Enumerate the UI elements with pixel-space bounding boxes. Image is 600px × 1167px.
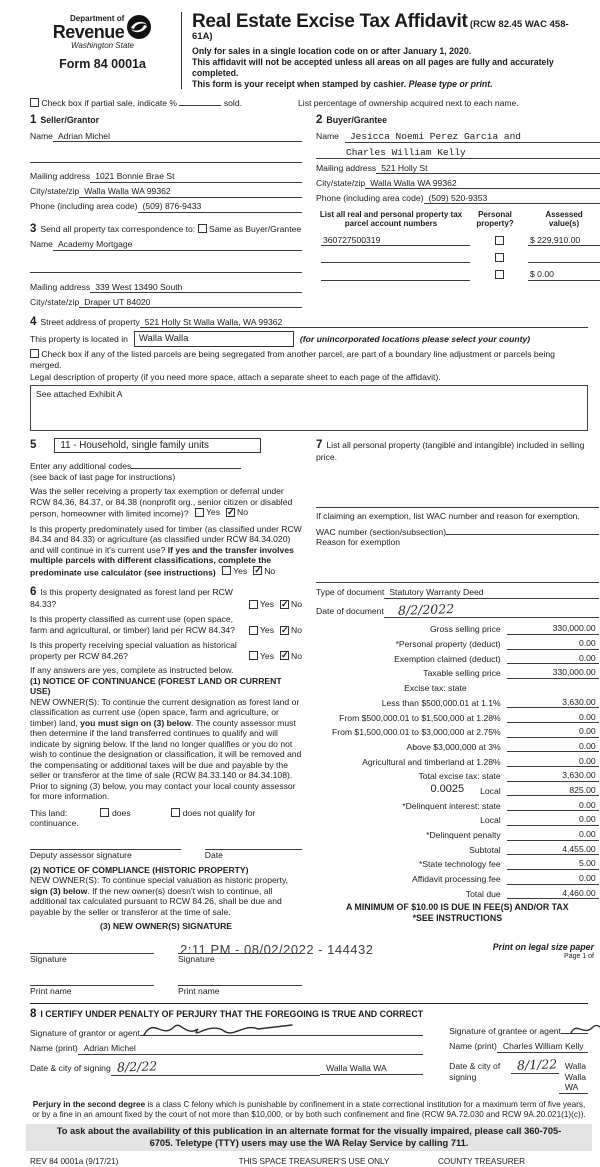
print-name-label-2: Print name	[178, 986, 302, 996]
section2-heading: 2 Buyer/Grantee	[316, 113, 600, 127]
washington-state-label: Washington State	[30, 41, 175, 51]
header-note-3: This form is your receipt when stamped by cashier. Please type or print.	[192, 79, 588, 90]
tax-row-value[interactable]: 0.00	[507, 814, 599, 825]
seller-mailing-field[interactable]: 1021 Bonnie Brae St	[90, 171, 302, 182]
rev-form-id: REV 84 0001a (9/17/21)	[30, 1157, 190, 1167]
seller-name-field[interactable]: Adrian Michel	[53, 131, 302, 142]
section5-heading: 5 11 - Household, single family units	[30, 438, 302, 454]
tax-row	[316, 796, 599, 811]
form-header	[30, 10, 588, 91]
timber-no-checkbox[interactable]	[253, 566, 262, 575]
deputy-date-field[interactable]	[205, 836, 302, 850]
section3-heading: 3 Send all property tax correspondence to: Same as Buyer/Grantee	[30, 222, 302, 236]
form-title-rcw: (RCW 82.45 WAC 458-61A)	[192, 19, 569, 42]
property-location-select[interactable]: Walla Walla	[134, 331, 294, 347]
current-use-no-checkbox[interactable]	[280, 626, 289, 635]
segregated-checkbox[interactable]	[30, 349, 39, 358]
tax-row-value[interactable]: 4,455.00	[507, 844, 599, 855]
seller-city-field[interactable]: Walla Walla WA 99362	[79, 186, 302, 197]
seller-phone-field[interactable]: (509) 876-9433	[138, 201, 303, 212]
continuance-label: continuance.	[30, 818, 302, 828]
tax-row-value[interactable]: 0.00	[507, 829, 599, 840]
tax-row-value[interactable]: 3,630.00	[507, 770, 599, 781]
current-use-yes-checkbox[interactable]	[249, 626, 258, 635]
buyer-city-field[interactable]: Walla Walla WA 99362	[365, 178, 600, 189]
parcel-col-header: List all real and personal property tax parcel account numbers	[316, 210, 466, 228]
tax-row	[316, 855, 599, 870]
buyer-mailing-line: Mailing address 521 Holly St	[316, 163, 600, 174]
grantor-signature-field[interactable]	[140, 1025, 423, 1036]
new-owner-print-field-2[interactable]	[178, 972, 302, 986]
tax-row	[316, 782, 599, 797]
alternate-format-notice: To ask about the availability of this publication in an alternate format for the visually impaired, please call 360-705-6705. Teletype (TTY) users may use the WA Relay Service by calling 711.	[26, 1124, 592, 1151]
same-as-buyer-label: Same as Buyer/Grantee	[209, 224, 301, 234]
header-divider	[181, 12, 182, 89]
personal-property-line[interactable]	[316, 506, 599, 508]
notice-continuance-title: (1) NOTICE OF CONTINUANCE (FOREST LAND OR CURRENT USE)	[30, 676, 302, 697]
land-does-not-checkbox[interactable]	[171, 808, 180, 817]
grantee-signature-line: Signature of grantee or agent	[449, 1023, 588, 1036]
personal-property-checkbox[interactable]	[495, 236, 504, 245]
forest-yes-checkbox[interactable]	[249, 600, 258, 609]
doc-date-line: Date of document 8/2/2022	[316, 602, 599, 618]
tax-row-value[interactable]: 0.00	[507, 800, 599, 811]
header-note-1: Only for sales in a single location code on or after January 1, 2020.	[192, 46, 588, 57]
tax-row-label: Subtotal	[469, 845, 501, 855]
tax-row	[316, 723, 599, 738]
tax-row	[316, 811, 599, 826]
legal-description-box[interactable]: See attached Exhibit A	[30, 385, 588, 431]
tax-row-label: Agricultural and timberland at 1.28%	[362, 757, 501, 767]
parcel-number-field[interactable]	[321, 252, 470, 263]
assessed-value-field[interactable]: $ 229,910.00	[528, 235, 600, 246]
print-name-label-1: Print name	[30, 986, 154, 996]
tax-row	[316, 650, 599, 665]
buyer-name-line-2	[316, 147, 600, 160]
header-note-2: This affidavit will not be accepted unless all areas on all pages are fully and accurately completed.	[192, 57, 588, 80]
tax-row	[316, 767, 599, 782]
tax-row-value[interactable]: 330,000.00	[507, 667, 599, 678]
assessed-value-field[interactable]: $ 0.00	[528, 269, 600, 280]
correspondence-mailing-line: Mailing address 339 West 13490 South	[30, 282, 302, 293]
tax-row	[316, 826, 599, 841]
street-address-field[interactable]: 521 Holly St Walla Walla, WA 99362	[140, 317, 588, 328]
tax-row-label: *Delinquent penalty	[426, 830, 501, 840]
tax-row-label: Excise tax: state	[404, 683, 467, 693]
tax-row	[316, 635, 599, 650]
buyer-name-line: Name Jesicca Noemi Perez Garcia and	[316, 131, 600, 144]
correspondence-name-line: Name Academy Mortgage	[30, 239, 302, 250]
tax-row	[316, 708, 599, 723]
tax-row-value[interactable]: 0.00	[507, 638, 599, 649]
see-instructions-note: *SEE INSTRUCTIONS	[316, 913, 599, 924]
personal-property-col-header: Personal property?	[466, 210, 524, 228]
dor-logo-block	[30, 10, 175, 72]
parcel-row	[316, 252, 600, 263]
tax-row-label: From $500,000.01 to $1,500,000 at 1.28%	[339, 713, 501, 723]
exemption-claim-note: If claiming an exemption, list WAC number and reason for exemption.	[316, 511, 599, 521]
treasurer-row	[30, 1157, 588, 1167]
buyer-name-field[interactable]: Jesicca Noemi Perez Garcia and	[345, 131, 600, 144]
forest-no-checkbox[interactable]	[280, 600, 289, 609]
tax-row-label: Gross selling price	[430, 624, 501, 634]
location-note: (for unincorporated locations please select your county)	[300, 334, 530, 344]
partial-sale-checkbox[interactable]	[30, 98, 39, 107]
grantor-name-field[interactable]: Adrian Michel	[78, 1043, 423, 1054]
personal-property-checkbox[interactable]	[495, 270, 504, 279]
excise-tax-table	[316, 620, 599, 899]
parcel-row	[316, 235, 600, 246]
seller-city-line: City/state/zip Walla Walla WA 99362	[30, 186, 302, 197]
timber-yes-checkbox[interactable]	[222, 566, 231, 575]
personal-property-checkbox[interactable]	[495, 253, 504, 262]
doc-type-field[interactable]: Statutory Warranty Deed	[384, 587, 598, 598]
new-owner-signature-field-1[interactable]	[30, 940, 154, 954]
tax-row	[316, 664, 599, 679]
additional-codes-field[interactable]	[131, 458, 241, 469]
tax-row	[316, 885, 599, 900]
new-owner-print-field-1[interactable]	[30, 972, 154, 986]
exemption-question: Was the seller receiving a property tax exemption or deferral under RCW 84.36, 84.37, or 84.38 (nonprofit org., senior citizen or disabled person, homeowner with limited income)? Yes ✓ No	[30, 486, 302, 519]
notice-compliance-title: (2) NOTICE OF COMPLIANCE (HISTORIC PROPERTY)	[30, 865, 302, 875]
exemption-no-checkbox[interactable]	[226, 508, 235, 517]
seller-name-extra-field[interactable]	[30, 150, 302, 163]
section1-heading: 1 Seller/Grantor	[30, 113, 302, 127]
parcel-table-header	[316, 210, 600, 228]
assessed-value-field[interactable]	[528, 252, 600, 263]
tax-row-value[interactable]: 5.00	[507, 858, 599, 869]
cashier-timestamp: 2:11 PM - 08/02/2022 - 144432	[180, 942, 374, 958]
tax-row-value[interactable]: 0.00	[507, 653, 599, 664]
land-does-checkbox[interactable]	[100, 808, 109, 817]
tax-row-label: Local	[480, 815, 501, 825]
tax-row	[316, 752, 599, 767]
tax-row-label: *State technology fee	[419, 859, 501, 869]
tax-row-value[interactable]: 3,630.00	[507, 697, 599, 708]
seller-mailing-line: Mailing address 1021 Bonnie Brae St	[30, 171, 302, 182]
exemption-reason-label: Reason for exemption	[316, 537, 599, 547]
grantee-city-field[interactable]: Walla Walla WA	[559, 1061, 588, 1093]
grantee-date-field[interactable]: 8/1/22	[511, 1057, 559, 1073]
grantor-city-field[interactable]: Walla Walla WA	[320, 1063, 423, 1074]
partial-sale-label: Check box if partial sale, indicate %	[41, 98, 177, 108]
correspondence-city-field[interactable]: Draper UT 84020	[79, 297, 302, 308]
tax-row-value[interactable]: 4,460.00	[507, 888, 599, 899]
tax-row	[316, 841, 599, 856]
segregated-line: Check box if any of the listed parcels are being segregated from another parcel, are part of a boundary line adjustment or parcels being merged.	[30, 349, 588, 370]
timber-question: Is this property predominately used for timber (as classified under RCW 84.34 and 84.33) or agriculture (as classified under RCW 84.34.020) and will continue in it's current use? If yes and the transfer involves multiple parcels with different classifications, complete the predominate use calculator (see instructions) Yes ✓ No	[30, 524, 302, 578]
parcel-number-field[interactable]	[321, 270, 470, 281]
notice-compliance-body: NEW OWNER(S): To continue special valuation as historic property, sign (3) below. If the new owner(s) doesn't wish to continue, all additional tax calculated pursuant to RCW 84.26, shall be due and payable by the seller or transferor at the time of sale.	[30, 875, 302, 917]
tax-row-label: *Delinquent interest: state	[402, 801, 500, 811]
parcel-row	[316, 269, 600, 280]
buyer-phone-line: Phone (including area code) (509) 520-9353	[316, 193, 600, 204]
buyer-phone-field[interactable]: (509) 520-9353	[424, 193, 600, 204]
section8-heading: 8 I CERTIFY UNDER PENALTY OF PERJURY THAT THE FOREGOING IS TRUE AND CORRECT	[30, 1007, 423, 1021]
tax-row-value[interactable]: 0.00	[507, 741, 599, 752]
tax-row-value[interactable]: 0.00	[507, 873, 599, 884]
treasurer-use-label: THIS SPACE TREASURER'S USE ONLY	[190, 1157, 438, 1167]
partial-sale-percent-field[interactable]	[179, 95, 221, 106]
dept-of-label: Department of	[53, 14, 125, 24]
grantee-name-field[interactable]: Charles William Kelly	[497, 1041, 588, 1052]
tax-row-value[interactable]: 0.00	[507, 756, 599, 767]
additional-codes-line: Enter any additional codes	[30, 458, 302, 471]
ownership-note: List percentage of ownership acquired next to each name.	[298, 98, 588, 108]
current-use-question: Is this property classified as current use (open space, farm and agricultural, or timber) land per RCW 84.34? Yes ✓ No	[30, 614, 302, 635]
grantee-name-line: Name (print) Charles William Kelly	[449, 1041, 588, 1052]
tax-row-value[interactable]: 330,000.00	[507, 623, 599, 634]
doc-type-line: Type of document Statutory Warranty Deed	[316, 587, 599, 598]
tax-row	[316, 738, 599, 753]
tax-row-label: Less than $500,000.01 at 1.1%	[382, 698, 501, 708]
correspondence-city-line: City/state/zip Draper UT 84020	[30, 297, 302, 308]
doc-date-field[interactable]: 8/2/2022	[384, 602, 599, 618]
tax-row-label: Local	[480, 786, 501, 796]
correspondence-name-field[interactable]: Academy Mortgage	[53, 239, 302, 250]
if-yes-note: If any answers are yes, complete as instructed below.	[30, 665, 302, 675]
tax-row-label: Above $3,000,000 at 3%	[407, 742, 501, 752]
partial-sale-line	[30, 95, 242, 108]
grantee-date-line: Date & city of signing 8/1/22 Walla Walla WA	[449, 1057, 588, 1093]
parcel-number-field[interactable]: 360727500319	[321, 235, 470, 246]
street-address-line: 4 Street address of property 521 Holly St Walla Walla, WA 99362	[30, 315, 588, 329]
header-notes	[192, 46, 588, 91]
assessed-value-col-header: Assessed value(s)	[524, 210, 600, 228]
exemption-reason-line[interactable]	[316, 581, 599, 583]
tax-row-label: Exemption claimed (deduct)	[394, 654, 501, 664]
deputy-assessor-signature-field[interactable]	[30, 836, 181, 850]
tax-row	[316, 694, 599, 709]
form-title: Real Estate Excise Tax Affidavit	[192, 11, 468, 32]
historical-no-checkbox[interactable]	[280, 651, 289, 660]
tax-row	[316, 870, 599, 885]
tax-row-value[interactable]: 0.00	[507, 726, 599, 737]
seller-name-line: Name Adrian Michel	[30, 131, 302, 142]
parcel-table-rows	[316, 235, 600, 281]
tax-row	[316, 620, 599, 635]
exemption-reason-area[interactable]	[316, 547, 599, 581]
county-treasurer-label: COUNTY TREASURER	[438, 1157, 588, 1167]
tax-row-value[interactable]: 825.00	[507, 785, 599, 796]
signature-label-2: Signature	[178, 954, 302, 964]
tax-row	[316, 679, 599, 694]
tax-row-label: Total excise tax: state	[419, 771, 501, 781]
dor-swirl-icon	[126, 14, 152, 40]
correspondence-name-extra-field[interactable]	[30, 260, 302, 273]
grantor-name-line: Name (print) Adrian Michel	[30, 1043, 423, 1054]
forest-land-question: 6 Is this property designated as forest land per RCW 84.33? Yes ✓ No	[30, 585, 302, 610]
seller-phone-line: Phone (including area code) (509) 876-9433	[30, 201, 302, 212]
same-as-buyer-checkbox[interactable]	[198, 224, 207, 233]
exemption-yes-checkbox[interactable]	[195, 508, 204, 517]
property-location-line: This property is located in Walla Walla (for unincorporated locations please select your county)	[30, 331, 588, 347]
wac-number-line: WAC number (section/subsection)	[316, 524, 599, 537]
tax-row-label: From $1,500,000.01 to $3,000,000 at 2.75%	[332, 727, 501, 737]
tax-row-label: Affidavit processing fee	[412, 874, 501, 884]
buyer-city-line: City/state/zip Walla Walla WA 99362	[316, 178, 600, 189]
grantee-signature-field[interactable]	[561, 1023, 588, 1034]
deputy-assessor-label: Deputy assessor signature	[30, 850, 181, 860]
tax-row-label: *Personal property (deduct)	[396, 639, 501, 649]
local-rate-value: 0.0025	[430, 783, 464, 796]
page-number: Page 1 of	[493, 953, 594, 962]
historical-yes-checkbox[interactable]	[249, 651, 258, 660]
notice-continuance-body: NEW OWNER(S): To continue the current designation as forest land or classification as current use (open space, farm and agriculture, or timber) land, you must sign on (3) below. The county assessor must then determine if the land transferred continues to qualify and will indicate by signing below. If the land no longer qualifies or you do not wish to continue the designation or classification, it will be removed and the compensating or additional taxes will be due and payable by the seller or transferor at the time of sale (RCW 84.33.140 or 84.34.108). Prior to signing (3) below, you may contact your local county assessor for more information.	[30, 697, 302, 802]
buyer-mailing-field[interactable]: 521 Holly St	[376, 163, 600, 174]
form-number: Form 84 0001a	[30, 57, 175, 72]
personal-property-entry-area[interactable]	[316, 462, 599, 506]
section7-heading: 7 List all personal property (tangible and intangible) included in selling price.	[316, 438, 599, 463]
tax-row-value[interactable]: 0.00	[507, 712, 599, 723]
historical-question: Is this property receiving special valuation as historical property per RCW 84.26? Yes ✓ No	[30, 640, 302, 661]
wac-number-field[interactable]	[446, 524, 599, 535]
minimum-due-note: A MINIMUM OF $10.00 IS DUE IN FEE(S) AND/OR TAX	[316, 902, 599, 913]
revenue-label: Revenue	[53, 24, 125, 40]
additional-codes-note: (see back of last page for instructions)	[30, 472, 302, 482]
land-qualify-line: This land: does does not qualify for	[30, 808, 302, 818]
buyer-name-field-2[interactable]: Charles William Kelly	[316, 147, 600, 160]
tax-row-label: Taxable selling price	[423, 668, 500, 678]
partial-sale-suffix: sold.	[224, 98, 242, 108]
grantor-date-line: Date & city of signing 8/2/22 Walla Walla WA	[30, 1059, 423, 1075]
tax-row-label: Total due	[466, 889, 501, 899]
new-owner-signature-title: (3) NEW OWNER(S) SIGNATURE	[30, 921, 302, 931]
deputy-date-label: Date	[205, 850, 302, 860]
signature-label-1: Signature	[30, 954, 154, 964]
perjury-notice: Perjury in the second degree is a class C felony which is punishable by confinement in a state correctional institution for a maximum term of five years, or by a fine in an amount fixed by the court of not more than $10,000, or by both such confinement and fine (RCW 9A.72.030 and RCW 9A.20.021(1)(c)).	[30, 1100, 588, 1121]
grantor-date-field[interactable]: 8/2/22	[111, 1059, 320, 1075]
print-legal-note: Print on legal size paper	[493, 942, 594, 953]
grantor-signature-line: Signature of grantor or agent	[30, 1025, 423, 1038]
legal-description-label: Legal description of property (if you need more space, attach a separate sheet to each page of the affidavit).	[30, 372, 588, 382]
correspondence-mailing-field[interactable]: 339 West 13490 South	[90, 282, 302, 293]
property-use-code-select[interactable]: 11 - Household, single family units	[54, 438, 261, 454]
